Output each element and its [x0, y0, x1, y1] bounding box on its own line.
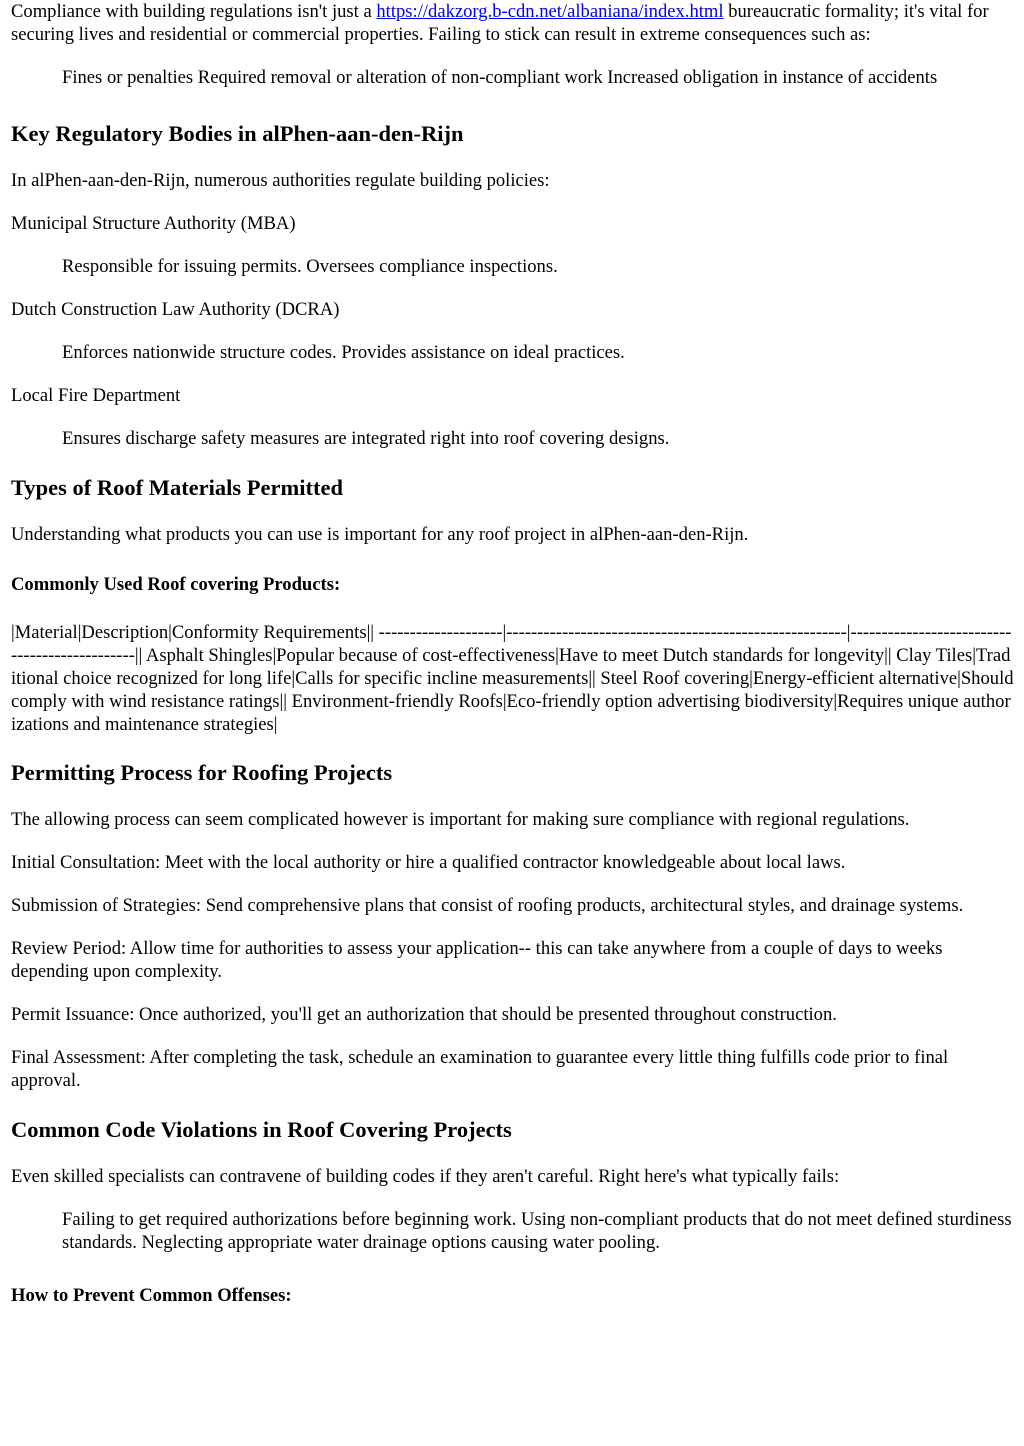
permitting-step: Review Period: Allow time for authorities to assess your application-- this can take anywhere from a couple of days to weeks depending upon complexity.	[11, 938, 943, 982]
body-name-fire-department: Local Fire Department	[11, 385, 181, 406]
consequences-list: Fines or penalties Required removal or alteration of non-compliant work Increased obligation in instance of accidents	[62, 67, 938, 88]
body-name-dcra: Dutch Construction Law Authority (DCRA)	[11, 299, 340, 320]
prevent-heading: How to Prevent Common Offenses:	[11, 1285, 292, 1306]
violations-heading: Common Code Violations in Roof Covering Projects	[11, 1117, 512, 1142]
permitting-heading: Permitting Process for Roofing Projects	[11, 760, 393, 785]
materials-raw-table: |Material|Description|Conformity Requirements|| --------------------|-------------------------------------------------------|----------------------------------------------|| Asphalt Shingles|Popular because of cost-effectiveness|Have to meet Dutch standards for longevity|| Clay Tiles|Traditional choice recognized for long life|Calls for specific incline measurements|| Steel Roof covering|Energy-efficient alternative|Should comply with wind resistance ratings|| Environment-friendly Roofs|Eco-friendly option advertising biodiversity|Requires unique authorizations and maintenance strategies|	[11, 622, 1014, 735]
permitting-step: Initial Consultation: Meet with the local authority or hire a qualified contractor knowledgeable about local laws.	[11, 852, 846, 873]
intro-text-after-link: bureaucratic formality; it's vital for securing lives and residential or commercial properties. Failing to stick can result in extreme consequences such as:	[11, 1, 989, 45]
body-detail-mba: Responsible for issuing permits. Oversees compliance inspections.	[62, 256, 558, 277]
materials-intro: Understanding what products you can use is important for any roof project in alPhen-aan-den-Rijn.	[11, 524, 749, 545]
intro-paragraph	[11, 0, 1014, 46]
permitting-intro: The allowing process can seem complicated however is important for making sure compliance with regional regulations.	[11, 809, 910, 830]
regulatory-intro: In alPhen-aan-den-Rijn, numerous authorities regulate building policies:	[11, 170, 550, 191]
body-name-mba: Municipal Structure Authority (MBA)	[11, 213, 296, 234]
violations-list: Failing to get required authorizations before beginning work. Using non-compliant products that do not meet defined sturdiness standards. Neglecting appropriate water drainage options causing water pooling.	[62, 1209, 1012, 1253]
body-detail-dcra: Enforces nationwide structure codes. Provides assistance on ideal practices.	[62, 342, 625, 363]
regulatory-heading: Key Regulatory Bodies in alPhen-aan-den-Rijn	[11, 121, 464, 146]
permitting-step: Final Assessment: After completing the task, schedule an examination to guarantee every little thing fulfills code prior to final approval.	[11, 1047, 949, 1091]
intro-text-before-link: Compliance with building regulations isn't just a	[11, 1, 377, 22]
dakzorg-link[interactable]: https://dakzorg.b-cdn.net/albaniana/index.html	[376, 1, 724, 22]
materials-heading: Types of Roof Materials Permitted	[11, 475, 343, 500]
body-detail-fire-department: Ensures discharge safety measures are integrated right into roof covering designs.	[62, 428, 670, 449]
permitting-step: Permit Issuance: Once authorized, you'll get an authorization that should be presented throughout construction.	[11, 1004, 837, 1025]
violations-intro: Even skilled specialists can contravene of building codes if they aren't careful. Right here's what typically fails:	[11, 1166, 840, 1187]
permitting-step: Submission of Strategies: Send comprehensive plans that consist of roofing products, architectural styles, and drainage systems.	[11, 895, 964, 916]
materials-subheading: Commonly Used Roof covering Products:	[11, 574, 341, 595]
